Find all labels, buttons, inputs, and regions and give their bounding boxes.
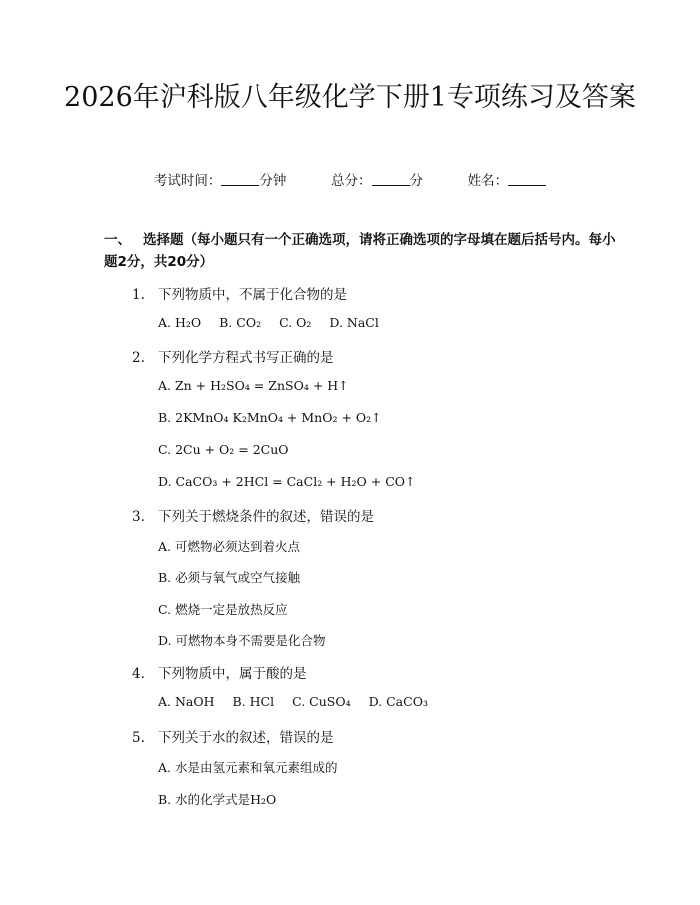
question-4 <box>132 662 307 682</box>
question-3 <box>132 505 374 525</box>
option-b: B. 2KMnO₄ K₂MnO₄ + MnO₂ + O₂↑ <box>158 410 382 425</box>
question-1-options <box>158 315 379 330</box>
question-text: 下列关于水的叙述，错误的是 <box>158 730 334 746</box>
question-5 <box>132 726 334 746</box>
time-blank <box>221 173 259 186</box>
option-d: D. 可燃物本身不需要是化合物 <box>158 633 326 648</box>
question-text: 下列关于燃烧条件的叙述，错误的是 <box>158 509 374 525</box>
time-unit: 分钟 <box>259 173 287 189</box>
option-b: B. CO₂ <box>219 315 262 330</box>
question-number: 2. <box>132 350 145 366</box>
option-b: B. 水的化学式是H₂O <box>158 792 277 807</box>
option-c: C. O₂ <box>279 315 312 330</box>
score-label: 总分： <box>331 173 372 189</box>
question-text: 下列物质中，不属于化合物的是 <box>158 287 347 303</box>
section-number: 一、 <box>104 232 131 248</box>
score-unit: 分 <box>409 173 423 189</box>
question-text: 下列化学方程式书写正确的是 <box>158 350 334 366</box>
option-d: D. CaCO₃ + 2HCl = CaCl₂ + H₂O + CO↑ <box>158 474 416 489</box>
document-title: 2026年沪科版八年级化学下册1专项练习及答案 <box>64 82 636 113</box>
option-b: B. 必须与氧气或空气接触 <box>158 570 301 585</box>
option-b: B. HCl <box>232 694 275 709</box>
option-c: C. CuSO₄ <box>292 694 351 709</box>
option-a: A. 水是由氢元素和氧元素组成的 <box>158 760 338 775</box>
question-1 <box>132 283 347 303</box>
option-d: D. CaCO₃ <box>368 694 428 709</box>
question-2 <box>132 346 334 366</box>
time-label: 考试时间： <box>153 173 222 189</box>
option-c: C. 燃烧一定是放热反应 <box>158 602 288 617</box>
section-text: 选择题（每小题只有一个正确选项，请将正确选项的字母填在题后括号内。每小题2分，共20分） <box>104 232 616 270</box>
question-number: 1. <box>132 287 145 303</box>
name-label: 姓名： <box>467 173 509 189</box>
question-number: 5. <box>132 730 145 746</box>
question-number: 3. <box>132 509 145 525</box>
option-a: A. H₂O <box>158 315 202 330</box>
option-a: A. NaOH <box>158 694 215 709</box>
question-4-options <box>158 694 428 709</box>
option-a: A. Zn + H₂SO₄ = ZnSO₄ + H↑ <box>158 378 349 393</box>
option-d: D. NaCl <box>329 315 379 330</box>
name-blank <box>508 173 546 186</box>
question-number: 4. <box>132 666 145 682</box>
question-text: 下列物质中，属于酸的是 <box>158 666 307 682</box>
section-heading <box>104 229 624 273</box>
exam-meta-line <box>0 169 700 189</box>
option-a: A. 可燃物必须达到着火点 <box>158 539 300 554</box>
option-c: C. 2Cu + O₂ = 2CuO <box>158 442 289 457</box>
score-blank <box>372 173 410 186</box>
